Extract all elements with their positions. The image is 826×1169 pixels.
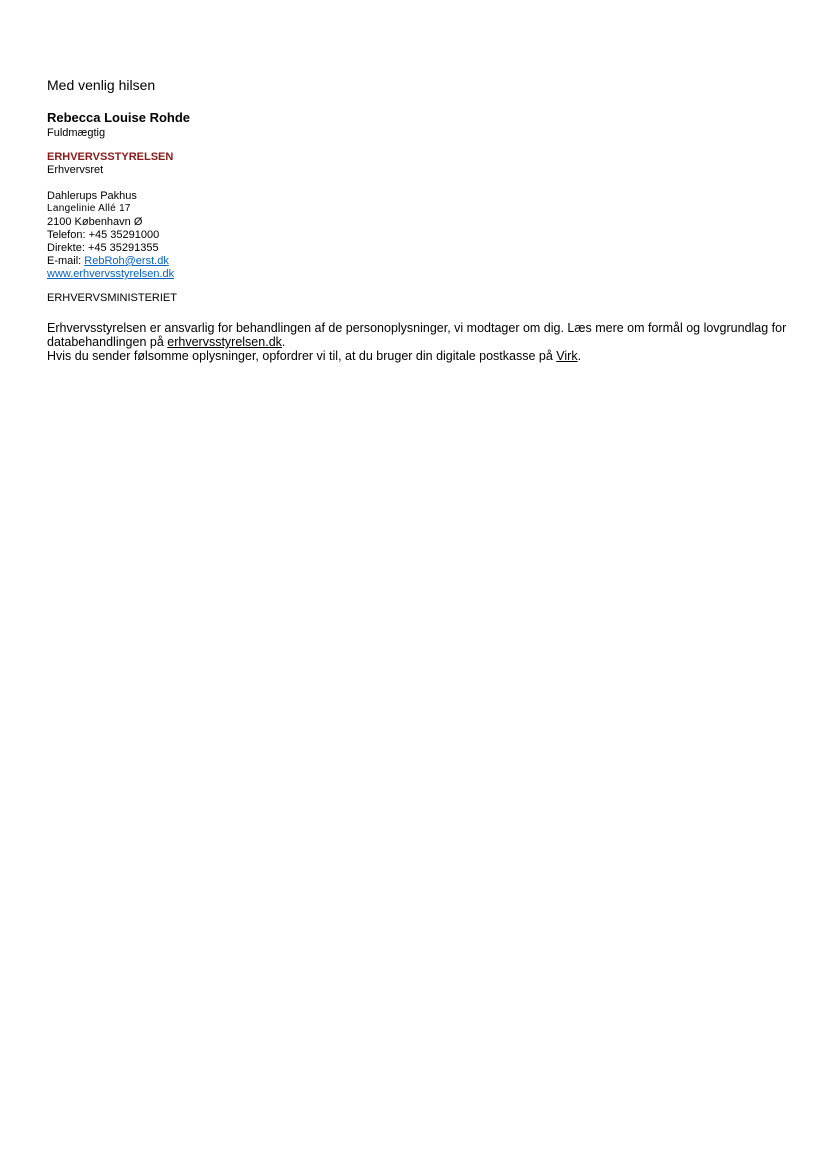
sender-name: Rebecca Louise Rohde — [47, 110, 191, 125]
website-link[interactable]: www.erhvervsstyrelsen.dk — [47, 268, 175, 280]
phone-number: Telefon: +45 35291000 — [47, 229, 160, 241]
email-line — [47, 255, 169, 268]
privacy-disclaimer — [47, 321, 787, 363]
greeting-text: Med venlig hilsen — [47, 77, 156, 93]
disclaimer-link-virk[interactable]: Virk — [556, 349, 578, 363]
disclaimer-link-erhvervsstyrelsen[interactable]: erhvervsstyrelsen.dk — [167, 335, 282, 349]
direct-phone-number: Direkte: +45 35291355 — [47, 242, 159, 254]
disclaimer-text-2: Hvis du sender følsomme oplysninger, opfordrer vi til, at du bruger din digitale postkasse på — [47, 349, 557, 363]
disclaimer-text-2-end: . — [577, 349, 582, 363]
address-street: Langelinie Allé 17 — [47, 203, 131, 214]
address-city: 2100 København Ø — [47, 216, 143, 228]
address-building: Dahlerups Pakhus — [47, 190, 137, 202]
website-line — [47, 268, 174, 281]
email-label: E-mail: — [47, 255, 85, 267]
ministry-name: ERHVERVSMINISTERIET — [47, 292, 177, 304]
sender-title: Fuldmægtig — [47, 127, 106, 139]
disclaimer-text-1-end: . — [281, 335, 286, 349]
organization-name: ERHVERVSSTYRELSEN — [47, 151, 174, 163]
disclaimer-text-1: Erhvervsstyrelsen er ansvarlig for behandlingen af de personoplysninger, vi modtager om dig. Læs mere om formål og lovgrundlag for databehandlingen på — [47, 321, 787, 349]
email-link[interactable]: RebRoh@erst.dk — [84, 255, 169, 267]
department-name: Erhvervsret — [47, 164, 104, 176]
